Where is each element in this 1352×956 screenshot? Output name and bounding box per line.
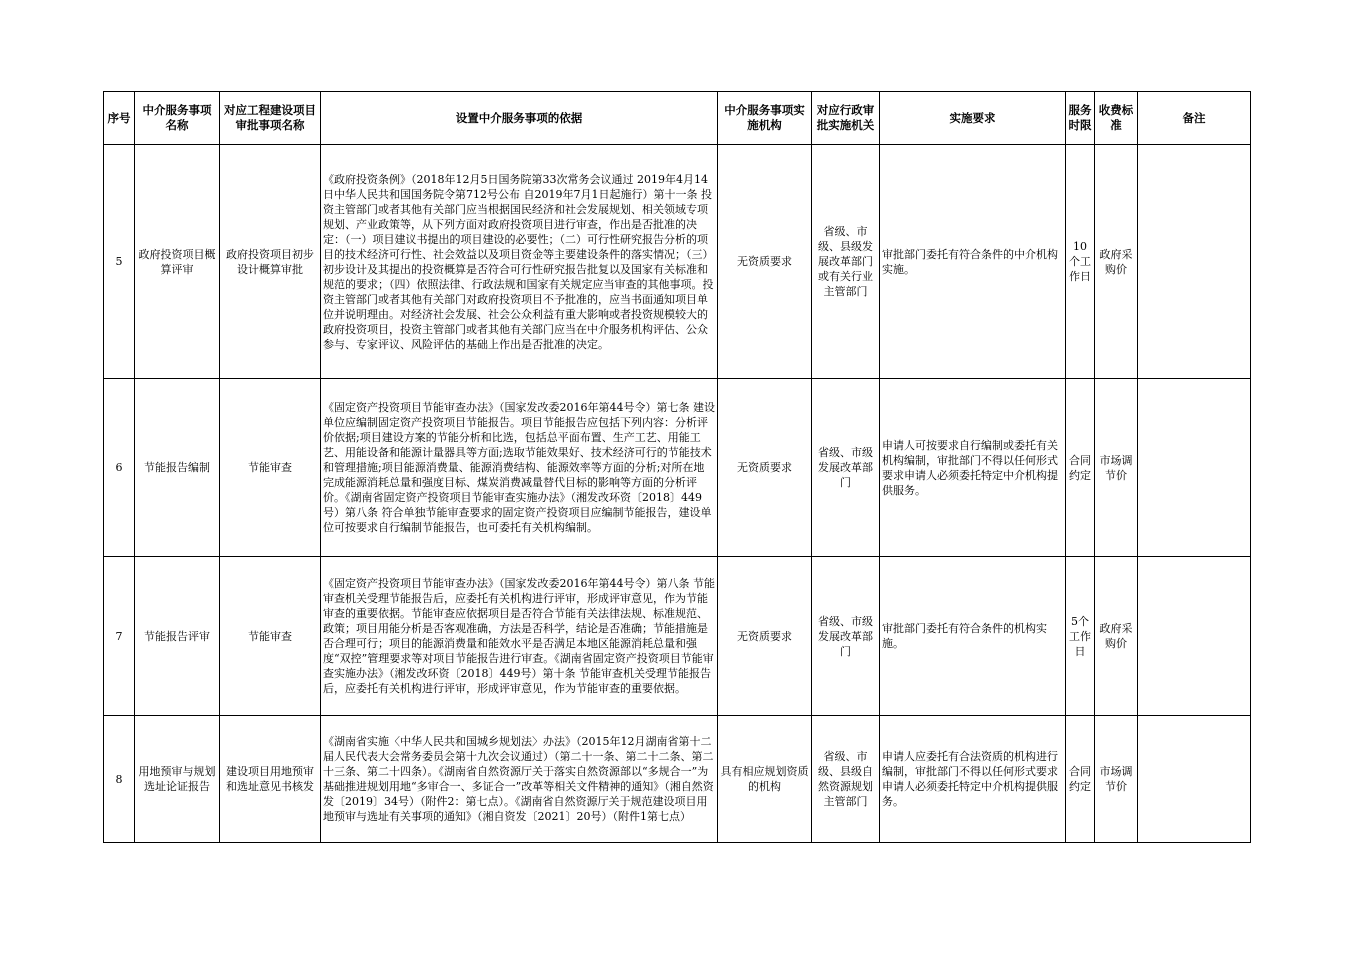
cell-gov: 省级、市级、县级自然资源规划主管部门 (812, 716, 880, 843)
cell-agency: 无资质要求 (718, 145, 812, 379)
header-gov: 对应行政审批实施机关 (812, 92, 880, 145)
cell-seq: 6 (104, 379, 135, 557)
cell-seq: 5 (104, 145, 135, 379)
cell-name: 政府投资项目概算评审 (135, 145, 220, 379)
cell-time: 10个工作日 (1066, 145, 1095, 379)
cell-fee: 政府采购价 (1095, 557, 1138, 716)
cell-seq: 8 (104, 716, 135, 843)
header-note: 备注 (1138, 92, 1251, 145)
cell-fee: 政府采购价 (1095, 145, 1138, 379)
cell-gov: 省级、市级发展改革部门 (812, 379, 880, 557)
cell-gov: 省级、市级发展改革部门 (812, 557, 880, 716)
header-seq: 序号 (104, 92, 135, 145)
header-req: 实施要求 (880, 92, 1066, 145)
cell-agency: 无资质要求 (718, 557, 812, 716)
cell-basis: 《固定资产投资项目节能审查办法》（国家发改委2016年第44号令）第七条 建设单位应编制固定资产投资项目节能报告。项目节能报告应包括下列内容：分析评价依据;项目建设方案的节能分析和比选，包括总平面布置、生产工艺、用能工艺、用能设备和能源计量器具等方面;选取节能效果好、技术经济可行的节能技术和管理措施;项目能源消费量、能源消费结构、能源效率等方面的分析;对所在地完成能源消耗总量和强度目标、煤炭消费减量替代目标的影响等方面的分析评价。《湖南省固定资产投资项目节能审查实施办法》（湘发改环资〔2018〕449号）第八条 符合单独节能审查要求的固定资产投资项目应编制节能报告，建设单位可按要求自行编制节能报告，也可委托有关机构编制。 (321, 379, 718, 557)
header-agency: 中介服务事项实施机构 (718, 92, 812, 145)
cell-seq: 7 (104, 557, 135, 716)
table-row (104, 379, 1251, 557)
cell-basis: 《固定资产投资项目节能审查办法》（国家发改委2016年第44号令）第八条 节能审查机关受理节能报告后，应委托有关机构进行评审，形成评审意见，作为节能审查的重要依据。节能审查应依据项目是否符合节能有关法律法规、标准规范、政策；项目用能分析是否客观准确，方法是否科学，结论是否准确；节能措施是否合理可行；项目的能源消费量和能效水平是否满足本地区能源消耗总量和强度“双控”管理要求等对项目节能报告进行审查。《湖南省固定资产投资项目节能审查实施办法》（湘发改环资〔2018〕449号）第十条 节能审查机关受理节能报告后，应委托有关机构进行评审，形成评审意见，作为节能审查的重要依据。 (321, 557, 718, 716)
cell-time: 5个工作日 (1066, 557, 1095, 716)
cell-fee: 市场调节价 (1095, 716, 1138, 843)
cell-gov: 省级、市级、县级发展改革部门或有关行业主管部门 (812, 145, 880, 379)
cell-req: 审批部门委托有符合条件的机构实施。 (880, 557, 1066, 716)
header-name: 中介服务事项名称 (135, 92, 220, 145)
cell-name: 用地预审与规划选址论证报告 (135, 716, 220, 843)
table-row (104, 145, 1251, 379)
table-row (104, 716, 1251, 843)
intermediary-services-table (103, 91, 1251, 843)
header-time: 服务时限 (1066, 92, 1095, 145)
cell-name: 节能报告编制 (135, 379, 220, 557)
cell-name: 节能报告评审 (135, 557, 220, 716)
cell-time: 合同约定 (1066, 716, 1095, 843)
cell-approval: 建设项目用地预审和选址意见书核发 (220, 716, 321, 843)
cell-agency: 无资质要求 (718, 379, 812, 557)
cell-time: 合同约定 (1066, 379, 1095, 557)
cell-note (1138, 716, 1251, 843)
cell-basis: 《政府投资条例》（2018年12月5日国务院第33次常务会议通过 2019年4月14日中华人民共和国国务院令第712号公布 自2019年7月1日起施行）第十一条 投资主管部门或者其他有关部门应当根据国民经济和社会发展规划、相关领域专项规划、产业政策等，从下列方面对政府投资项目进行审查，作出是否批准的决定：（一）项目建议书提出的项目建设的必要性；（二）可行性研究报告分析的项目的技术经济可行性、社会效益以及项目资金等主要建设条件的落实情况；（三）初步设计及其提出的投资概算是否符合可行性研究报告批复以及国家有关标准和规范的要求；（四）依照法律、行政法规和国家有关规定应当审查的其他事项。投资主管部门或者其他有关部门对政府投资项目不予批准的，应当书面通知项目单位并说明理由。对经济社会发展、社会公众利益有重大影响或者投资规模较大的政府投资项目，投资主管部门或者其他有关部门应当在中介服务机构评估、公众参与、专家评议、风险评估的基础上作出是否批准的决定。 (321, 145, 718, 379)
cell-req: 审批部门委托有符合条件的中介机构实施。 (880, 145, 1066, 379)
cell-req: 申请人应委托有合法资质的机构进行编制，审批部门不得以任何形式要求申请人必须委托特定中介机构提供服务。 (880, 716, 1066, 843)
cell-basis: 《湖南省实施〈中华人民共和国城乡规划法〉办法》（2015年12月湖南省第十二届人民代表大会常务委员会第十九次会议通过）（第二十一条、第二十二条、第二十三条、第二十四条）。《湖南省自然资源厅关于落实自然资源部以“多规合一”为基础推进规划用地“多审合一、多证合一”改革等相关文件精神的通知》（湘自然资发〔2019〕34号）（附件2：第七点）。《湖南省自然资源厅关于规范建设项目用地预审与选址有关事项的通知》（湘自资发〔2021〕20号）（附件1第七点） (321, 716, 718, 843)
cell-note (1138, 379, 1251, 557)
header-approval: 对应工程建设项目审批事项名称 (220, 92, 321, 145)
cell-req: 申请人可按要求自行编制或委托有关机构编制，审批部门不得以任何形式要求申请人必须委托特定中介机构提供服务。 (880, 379, 1066, 557)
cell-approval: 政府投资项目初步设计概算审批 (220, 145, 321, 379)
header-fee: 收费标准 (1095, 92, 1138, 145)
cell-fee: 市场调节价 (1095, 379, 1138, 557)
cell-agency: 具有相应规划资质的机构 (718, 716, 812, 843)
table-row (104, 557, 1251, 716)
header-basis: 设置中介服务事项的依据 (321, 92, 718, 145)
cell-approval: 节能审查 (220, 557, 321, 716)
cell-note (1138, 145, 1251, 379)
header-row (104, 92, 1251, 145)
cell-approval: 节能审查 (220, 379, 321, 557)
cell-note (1138, 557, 1251, 716)
